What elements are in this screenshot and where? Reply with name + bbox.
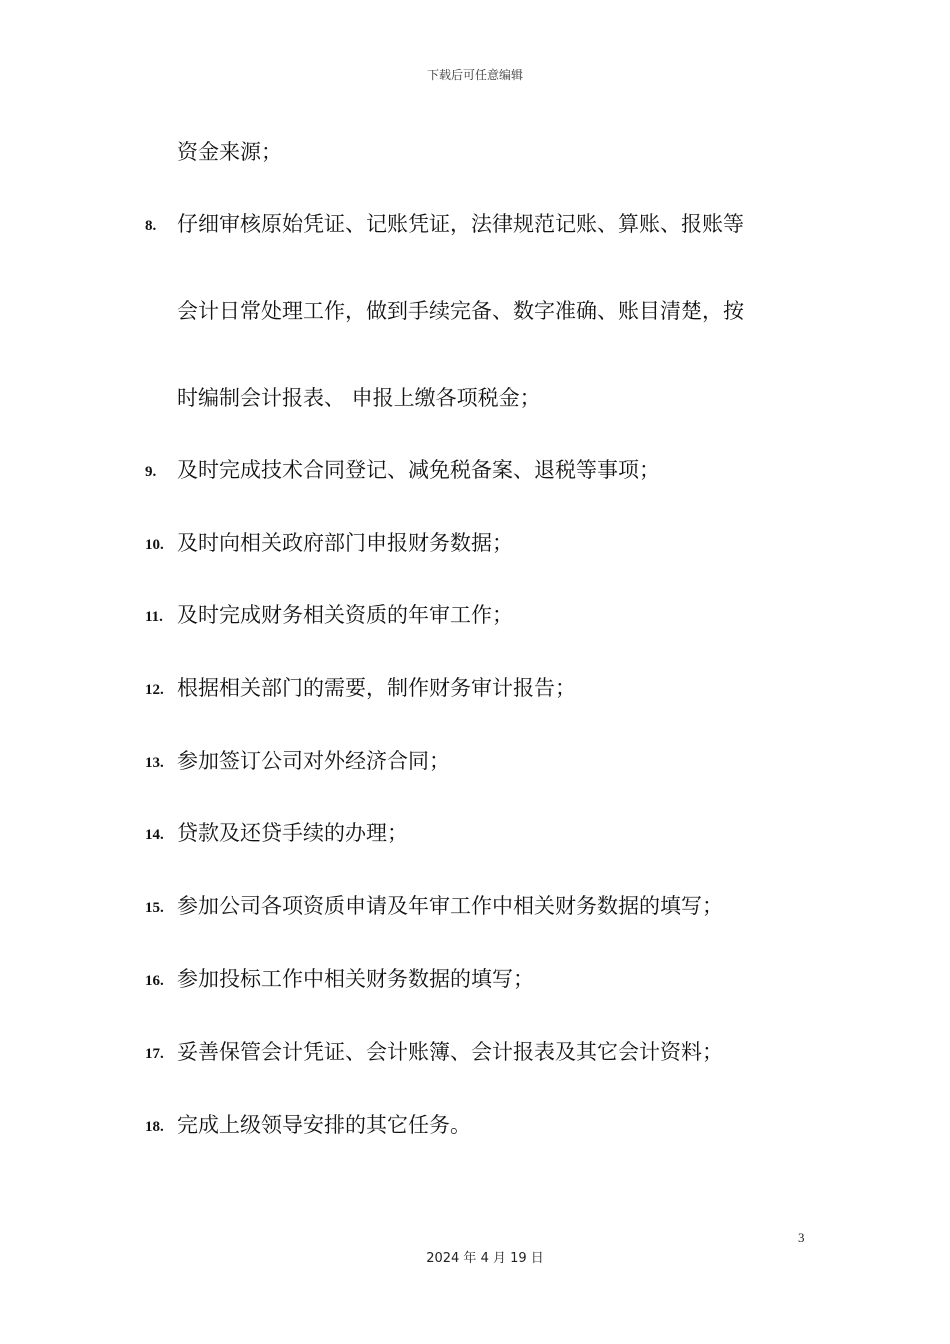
list-item (0, 670, 950, 710)
item-text: 仔细审核原始凭证、记账凭证，法律规范记账、算账、报账等 (177, 212, 744, 236)
item-number: 13. (145, 755, 164, 771)
item-text: 资金来源； (177, 140, 282, 164)
item-text: 根据相关部门的需要，制作财务审计报告； (177, 676, 576, 700)
item-number: 10. (145, 537, 164, 553)
list-item (0, 134, 950, 174)
list-item (0, 888, 950, 928)
list-item (0, 525, 950, 565)
item-text: 参加投标工作中相关财务数据的填写； (177, 967, 534, 991)
list-item-continuation (0, 293, 950, 333)
list-item (0, 452, 950, 492)
item-text: 时编制会计报表、 申报上缴各项税金； (177, 386, 541, 410)
item-text: 会计日常处理工作，做到手续完备、数字准确、账目清楚，按 (177, 299, 744, 323)
page-number: 3 (798, 1230, 805, 1245)
item-text: 参加签订公司对外经济合同； (177, 749, 450, 773)
list-item (0, 1107, 950, 1147)
page-header: 下载后可任意编辑 (426, 68, 523, 82)
list-item-continuation (0, 380, 950, 420)
item-number: 12. (145, 682, 164, 698)
item-number: 14. (145, 827, 164, 843)
item-text: 及时完成技术合同登记、减免税备案、退税等事项； (177, 458, 660, 482)
item-text: 贷款及还贷手续的办理； (177, 821, 408, 845)
list-item (0, 1034, 950, 1074)
list-item (0, 597, 950, 637)
list-item (0, 206, 950, 246)
item-number: 9. (145, 464, 157, 480)
item-text: 及时完成财务相关资质的年审工作； (177, 603, 513, 627)
item-number: 17. (145, 1046, 164, 1062)
footer-date: 2024 年 4 月 19 日 (426, 1251, 544, 1266)
item-text: 完成上级领导安排的其它任务。 (177, 1113, 471, 1137)
item-number: 8. (145, 218, 157, 234)
item-number: 16. (145, 973, 164, 989)
list-item (0, 961, 950, 1001)
list-item (0, 743, 950, 783)
item-text: 参加公司各项资质申请及年审工作中相关财务数据的填写； (177, 894, 723, 918)
item-number: 15. (145, 900, 164, 916)
item-text: 及时向相关政府部门申报财务数据； (177, 531, 513, 555)
list-item (0, 815, 950, 855)
item-text: 妥善保管会计凭证、会计账簿、会计报表及其它会计资料； (177, 1040, 723, 1064)
item-number: 11. (145, 609, 163, 625)
item-number: 18. (145, 1119, 164, 1135)
